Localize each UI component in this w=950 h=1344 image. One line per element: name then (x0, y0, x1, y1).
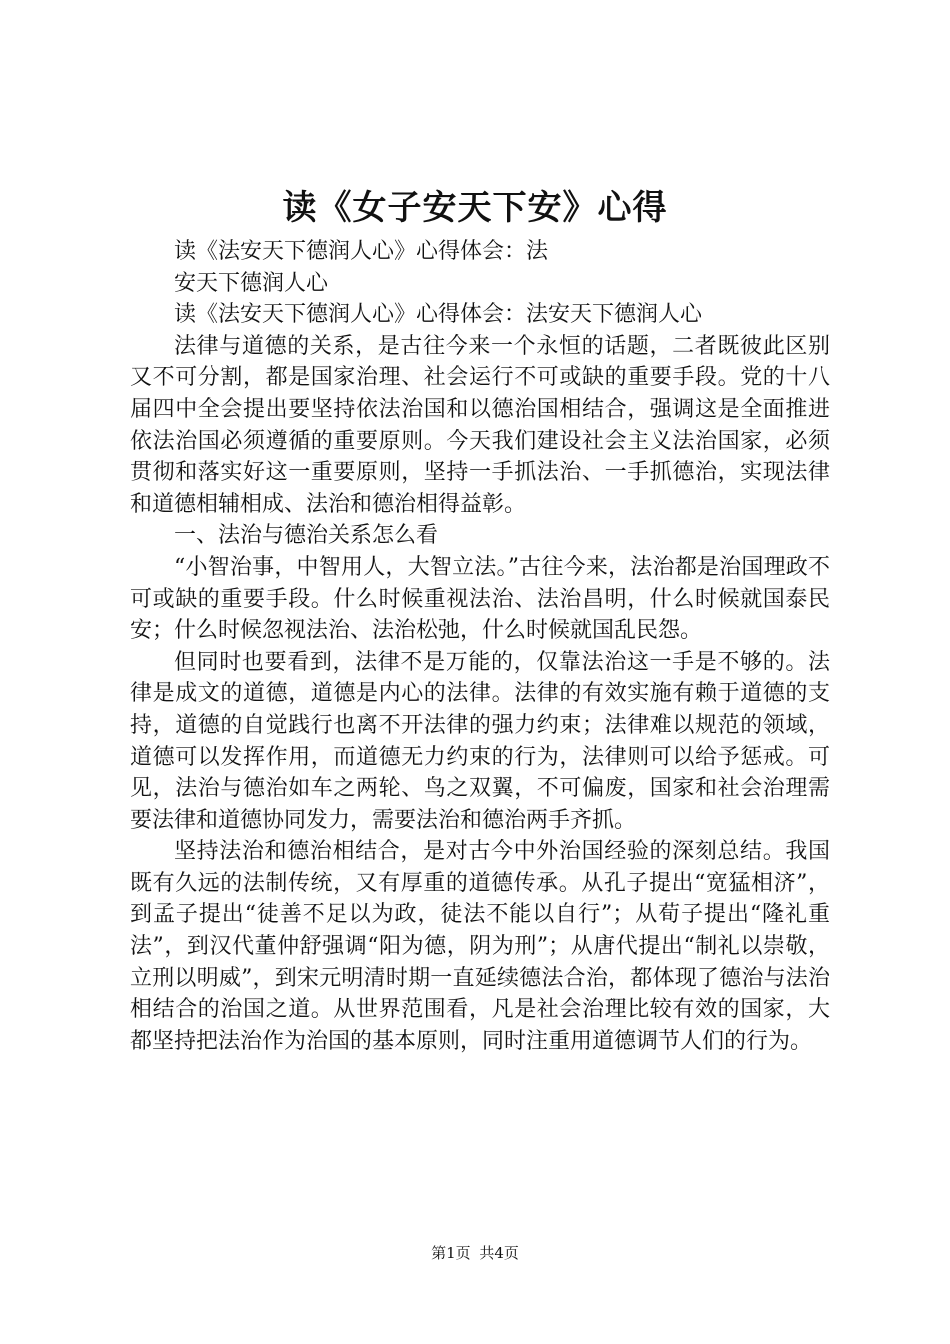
subtitle-line-3: 读《法安天下德润人心》心得体会：法安天下德润人心 (174, 302, 703, 328)
paragraph: 但同时也要看到，法律不是万能的，仅靠法治这一手是不够的。法律是成文的道德，道德是内心的法律。法律的有效实施有赖于道德的支持，道德的自觉践行也离不开法律的强力约束；法律难以规范的领域，道德可以发挥作用，而道德无力约束的行为，法律则可以给予惩戒。可见，法治与德治如车之两轮、鸟之双翼，不可偏废，国家和社会治理需要法律和道德协同发力，需要法治和德治两手齐抓。 (130, 649, 830, 833)
document-body (130, 236, 830, 1057)
paragraph: 法律与道德的关系，是古往今来一个永恒的话题，二者既彼此区别又不可分割，都是国家治理、社会运行不可或缺的重要手段。党的十八届四中全会提出要坚持依法治国和以德治国相结合，强调这是全面推进依法治国必须遵循的重要原则。今天我们建设社会主义法治国家，必须贯彻和落实好这一重要原则，坚持一手抓法治、一手抓德治，实现法律和道德相辅相成、法治和德治相得益彰。 (130, 333, 830, 517)
page-footer: 第1页 共4页 (431, 1244, 519, 1262)
section-heading: 一、法治与德治关系怎么看 (174, 523, 439, 549)
subtitle-line-1: 读《法安天下德润人心》心得体会：法 (174, 239, 549, 264)
subtitle-line-2: 安天下德润人心 (174, 270, 329, 296)
paragraph: 坚持法治和德治相结合，是对古今中外治国经验的深刻总结。我国既有久远的法制传统，又有厚重的道德传承。从孔子提出“宽猛相济”，到孟子提出“徒善不足以为政，徒法不能以自行”；从荀子提出“隆礼重法”，到汉代董仲舒强调“阳为德，阴为刑”；从唐代提出“制礼以崇敬，立刑以明威”，到宋元明清时期一直延续德法合治，都体现了德治与法治相结合的治国之道。从世界范围看，凡是社会治理比较有效的国家，大都坚持把法治作为治国的基本原则，同时注重用道德调节人们的行为。 (130, 839, 830, 1054)
paragraph: “小智治事，中智用人，大智立法。”古往今来，法治都是治国理政不可或缺的重要手段。什么时候重视法治、法治昌明，什么时候就国泰民安；什么时候忽视法治、法治松弛，什么时候就国乱民怨。 (130, 554, 830, 644)
document-title: 读《女子安天下安》心得 (282, 188, 668, 228)
